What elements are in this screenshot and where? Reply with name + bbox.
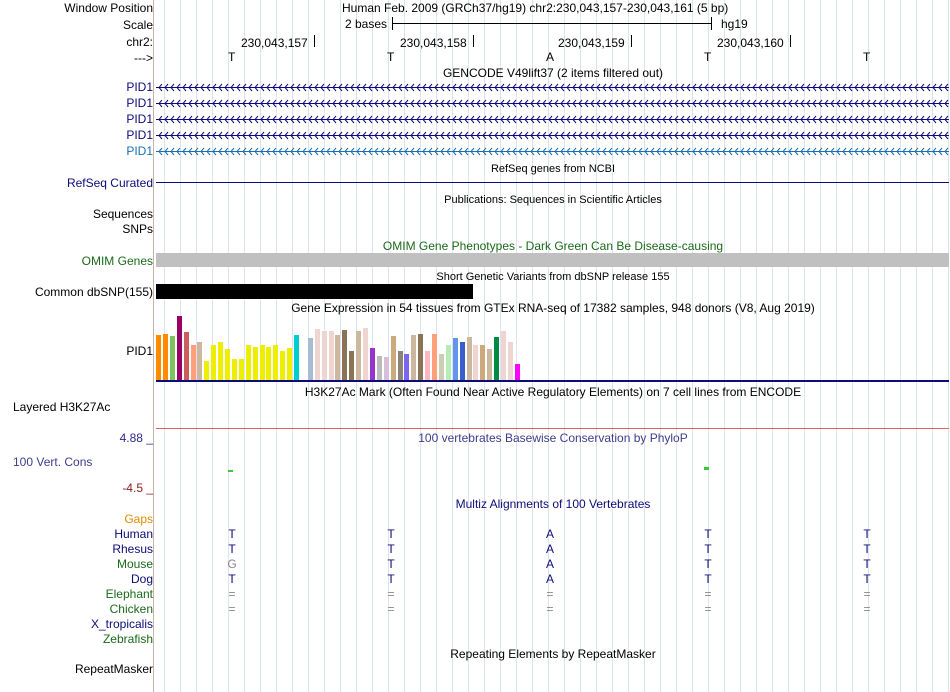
multiz-aligned-base: T bbox=[387, 572, 395, 586]
multiz-aligned-base: T bbox=[228, 572, 236, 586]
gtex-tissue-bar[interactable] bbox=[177, 316, 182, 380]
gtex-tissue-bar[interactable] bbox=[411, 335, 416, 380]
multiz-aligned-base: = bbox=[704, 602, 712, 616]
multiz-aligned-base: T bbox=[228, 527, 236, 541]
gencode-transcript-line[interactable] bbox=[156, 99, 949, 108]
multiz-track-title[interactable]: Multiz Alignments of 100 Vertebrates bbox=[455, 497, 651, 511]
multiz-aligned-base: T bbox=[387, 527, 395, 541]
gtex-tissue-bar[interactable] bbox=[370, 348, 375, 380]
gencode-transcript-label[interactable]: PID1 bbox=[126, 96, 153, 110]
gtex-tissue-bar[interactable] bbox=[246, 345, 251, 380]
publications-track-title[interactable]: Publications: Sequences in Scientific Articles bbox=[444, 194, 662, 206]
gtex-tissue-bar[interactable] bbox=[377, 356, 382, 380]
coord-label: 230,043,160 bbox=[717, 36, 784, 50]
gtex-tissue-bar[interactable] bbox=[494, 337, 499, 380]
coord-tick bbox=[473, 35, 474, 47]
sequences-label[interactable]: Sequences bbox=[92, 207, 153, 221]
omim-track-title[interactable]: OMIM Gene Phenotypes - Dark Green Can Be Disease-causing bbox=[382, 239, 724, 253]
omim-gene-bar[interactable] bbox=[156, 253, 949, 267]
multiz-aligned-base: = bbox=[546, 602, 554, 616]
multiz-aligned-base: = bbox=[863, 587, 871, 601]
gtex-tissue-bar[interactable] bbox=[515, 364, 520, 380]
gencode-transcript-label[interactable]: PID1 bbox=[126, 128, 153, 142]
gtex-tissue-bar[interactable] bbox=[432, 334, 437, 380]
gtex-tissue-bar[interactable] bbox=[446, 345, 451, 380]
gencode-transcript-line[interactable] bbox=[156, 83, 949, 92]
coord-tick bbox=[314, 35, 315, 47]
multiz-aligned-base: T bbox=[387, 557, 395, 571]
multiz-species-label[interactable]: Zebrafish bbox=[102, 632, 153, 646]
gtex-tissue-bar[interactable] bbox=[197, 342, 202, 380]
gtex-tissue-bar[interactable] bbox=[508, 342, 513, 380]
multiz-species-label[interactable]: Mouse bbox=[116, 557, 153, 571]
coord-tick bbox=[790, 35, 791, 47]
gtex-tissue-bar[interactable] bbox=[232, 359, 237, 380]
ref-base: T bbox=[704, 50, 712, 64]
gtex-tissue-bar[interactable] bbox=[384, 357, 389, 380]
scale-bar-right-tick bbox=[711, 17, 712, 30]
gtex-tissue-bar[interactable] bbox=[439, 354, 444, 380]
gtex-tissue-bar[interactable] bbox=[156, 335, 161, 380]
gtex-gene-label[interactable]: PID1 bbox=[126, 344, 153, 358]
scale-value: 2 bases bbox=[345, 17, 388, 31]
gtex-tissue-bar[interactable] bbox=[294, 335, 299, 380]
gencode-transcript-line[interactable] bbox=[156, 115, 949, 124]
multiz-aligned-base: G bbox=[227, 557, 237, 571]
gtex-tissue-bar[interactable] bbox=[191, 345, 196, 380]
gtex-track-title[interactable]: Gene Expression in 54 tissues from GTEx RNA-seq of 17382 samples, 948 donors (V8, Aug 2019) bbox=[291, 301, 815, 315]
gtex-tissue-bar[interactable] bbox=[266, 347, 271, 380]
gtex-tissue-bar[interactable] bbox=[501, 331, 506, 380]
gtex-tissue-bar[interactable] bbox=[480, 345, 485, 380]
phylop-track-title[interactable]: 100 vertebrates Basewise Conservation by PhyloP bbox=[418, 431, 688, 445]
h3k27ac-zero-line bbox=[156, 428, 949, 429]
multiz-aligned-base: T bbox=[387, 542, 395, 556]
gtex-tissue-bar[interactable] bbox=[273, 345, 278, 380]
gtex-tissue-bar[interactable] bbox=[363, 328, 368, 380]
coord-label: 230,043,157 bbox=[241, 36, 308, 50]
gtex-tissue-bar[interactable] bbox=[287, 348, 292, 380]
repeatmasker-label[interactable]: RepeatMasker bbox=[74, 662, 153, 676]
phylop-score-bar bbox=[228, 470, 233, 472]
multiz-aligned-base: T bbox=[704, 527, 712, 541]
h3k27ac-label[interactable]: Layered H3K27Ac bbox=[13, 400, 111, 414]
gtex-tissue-bar[interactable] bbox=[322, 331, 327, 380]
gtex-tissue-bar[interactable] bbox=[218, 342, 223, 380]
refseq-curated-label[interactable]: RefSeq Curated bbox=[66, 176, 153, 190]
common-dbsnp-label[interactable]: Common dbSNP(155) bbox=[34, 285, 153, 299]
gtex-tissue-bar[interactable] bbox=[253, 347, 258, 380]
gtex-tissue-bar[interactable] bbox=[170, 336, 175, 380]
gtex-tissue-bar[interactable] bbox=[280, 351, 285, 380]
multiz-aligned-base: A bbox=[545, 557, 554, 571]
phylop-label[interactable]: 100 Vert. Cons bbox=[13, 455, 93, 469]
gtex-tissue-bar[interactable] bbox=[404, 354, 409, 380]
scale-bar bbox=[392, 23, 711, 24]
phylop-min-label: -4.5 _ bbox=[122, 481, 153, 495]
gencode-transcript-line[interactable] bbox=[156, 147, 949, 156]
multiz-aligned-base: = bbox=[387, 602, 395, 616]
multiz-aligned-base: T bbox=[704, 572, 712, 586]
window-position-label: Window Position bbox=[64, 1, 153, 15]
phylop-score-bar bbox=[704, 467, 709, 470]
h3k27ac-track-title[interactable]: H3K27Ac Mark (Often Found Near Active Regulatory Elements) on 7 cell lines from ENCODE bbox=[304, 385, 802, 399]
gencode-transcript-label[interactable]: PID1 bbox=[126, 144, 153, 158]
gtex-tissue-bar[interactable] bbox=[467, 337, 472, 380]
refseq-track-title[interactable]: RefSeq genes from NCBI bbox=[490, 163, 616, 175]
scale-assembly: hg19 bbox=[721, 17, 748, 31]
multiz-aligned-base: T bbox=[863, 542, 871, 556]
multiz-aligned-base: T bbox=[704, 542, 712, 556]
repeatmasker-track-title[interactable]: Repeating Elements by RepeatMasker bbox=[450, 647, 656, 661]
gtex-tissue-bar[interactable] bbox=[425, 351, 430, 380]
multiz-aligned-base: = bbox=[863, 602, 871, 616]
gtex-tissue-bar[interactable] bbox=[184, 332, 189, 380]
multiz-gaps-label: Gaps bbox=[124, 512, 153, 526]
multiz-species-label[interactable]: Rhesus bbox=[112, 542, 153, 556]
gtex-gene-line bbox=[156, 380, 949, 382]
gtex-tissue-bar[interactable] bbox=[342, 330, 347, 380]
multiz-species-label[interactable]: Chicken bbox=[109, 602, 153, 616]
ref-base: T bbox=[863, 50, 871, 64]
multiz-aligned-base: T bbox=[704, 557, 712, 571]
gtex-tissue-bar[interactable] bbox=[211, 345, 216, 380]
gtex-tissue-bar[interactable] bbox=[356, 331, 361, 380]
dbsnp-track-title[interactable]: Short Genetic Variants from dbSNP release 155 bbox=[436, 271, 670, 283]
gtex-tissue-bar[interactable] bbox=[260, 345, 265, 380]
phylop-max-label: 4.88 _ bbox=[119, 431, 153, 445]
multiz-aligned-base: = bbox=[228, 602, 236, 616]
gtex-tissue-bar[interactable] bbox=[308, 338, 313, 380]
multiz-aligned-base: T bbox=[863, 557, 871, 571]
gencode-transcript-label[interactable]: PID1 bbox=[126, 112, 153, 126]
gencode-track-title[interactable]: GENCODE V49lift37 (2 items filtered out) bbox=[442, 66, 664, 80]
gtex-tissue-bar[interactable] bbox=[460, 342, 465, 380]
strand-label: ---> bbox=[134, 51, 153, 65]
window-position-value: Human Feb. 2009 (GRCh37/hg19) chr2:230,043,157-230,043,161 (5 bp) bbox=[342, 1, 729, 15]
gtex-tissue-bar[interactable] bbox=[329, 331, 334, 380]
multiz-aligned-base: A bbox=[545, 542, 554, 556]
gtex-tissue-bar[interactable] bbox=[349, 351, 354, 380]
gtex-tissue-bar[interactable] bbox=[315, 329, 320, 380]
label-divider bbox=[153, 0, 154, 692]
gencode-transcript-line[interactable] bbox=[156, 131, 949, 140]
multiz-aligned-base: T bbox=[228, 542, 236, 556]
chrom-label: chr2: bbox=[126, 35, 153, 49]
gtex-tissue-bar[interactable] bbox=[239, 359, 244, 380]
gtex-tissue-bar[interactable] bbox=[487, 349, 492, 380]
gtex-tissue-bar[interactable] bbox=[391, 336, 396, 380]
gtex-tissue-bar[interactable] bbox=[204, 361, 209, 380]
ref-base: T bbox=[387, 50, 395, 64]
gtex-tissue-bar[interactable] bbox=[335, 335, 340, 380]
gencode-transcript-label[interactable]: PID1 bbox=[126, 80, 153, 94]
multiz-aligned-base: = bbox=[546, 587, 554, 601]
multiz-species-label[interactable]: Human bbox=[114, 527, 153, 541]
gtex-tissue-bar[interactable] bbox=[398, 351, 403, 380]
refseq-gene-line[interactable] bbox=[156, 182, 949, 183]
coord-tick bbox=[631, 35, 632, 47]
multiz-aligned-base: T bbox=[863, 527, 871, 541]
snps-label[interactable]: SNPs bbox=[122, 222, 153, 236]
multiz-species-label[interactable]: Elephant bbox=[105, 587, 153, 601]
multiz-aligned-base: = bbox=[704, 587, 712, 601]
gtex-tissue-bar[interactable] bbox=[163, 334, 168, 380]
multiz-aligned-base: A bbox=[545, 572, 554, 586]
gtex-tissue-bar[interactable] bbox=[418, 334, 423, 380]
coord-label: 230,043,158 bbox=[400, 36, 467, 50]
gtex-tissue-bar[interactable] bbox=[225, 349, 230, 380]
multiz-aligned-base: T bbox=[863, 572, 871, 586]
ref-base: T bbox=[228, 50, 236, 64]
scale-label: Scale bbox=[122, 18, 153, 32]
multiz-aligned-base: = bbox=[228, 587, 236, 601]
gtex-tissue-bar[interactable] bbox=[473, 345, 478, 380]
multiz-species-label[interactable]: Dog bbox=[130, 572, 153, 586]
coord-label: 230,043,159 bbox=[558, 36, 625, 50]
multiz-aligned-base: = bbox=[387, 587, 395, 601]
ref-base: A bbox=[546, 50, 555, 64]
omim-genes-label[interactable]: OMIM Genes bbox=[81, 254, 153, 268]
multiz-species-label[interactable]: X_tropicalis bbox=[90, 617, 153, 631]
dbsnp-variant-bar[interactable] bbox=[156, 284, 473, 299]
gtex-tissue-bar[interactable] bbox=[453, 338, 458, 380]
multiz-aligned-base: A bbox=[545, 527, 554, 541]
